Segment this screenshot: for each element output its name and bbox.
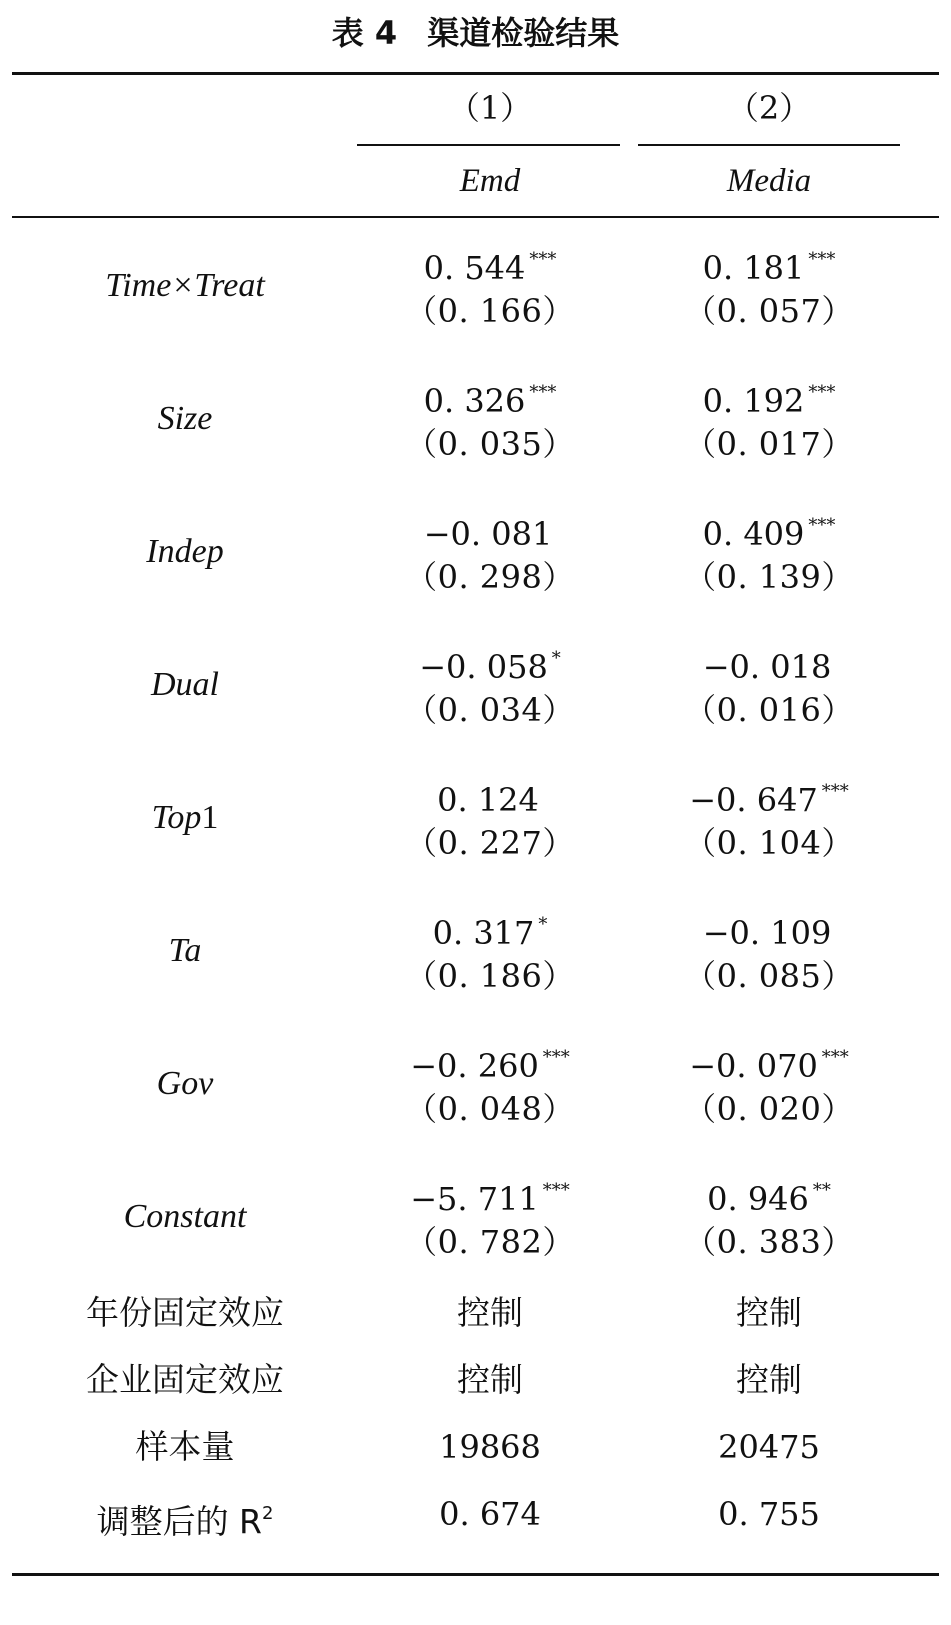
se-cell: （0. 020） (684, 1090, 854, 1128)
row-label-year-fe: 年份固定效应 (86, 1293, 284, 1332)
coef-cell: 0. 409 *** (702, 515, 836, 553)
column-index-2: （2） (726, 89, 812, 127)
column-name-media: Media (726, 163, 812, 199)
row-label-ta: Ta (168, 932, 202, 969)
row-label-adj-r2: 调整后的 $R^2$ (96, 1502, 274, 1541)
firm-fe-value-1: 控制 (457, 1360, 523, 1399)
coef-cell: −0. 260 *** (410, 1047, 570, 1085)
se-cell: （0. 383） (684, 1223, 854, 1261)
year-fe-value-1: 控制 (457, 1293, 523, 1332)
bottom-rule (12, 1573, 939, 1576)
se-cell: （0. 017） (684, 425, 854, 463)
firm-fe-value-2: 控制 (736, 1360, 802, 1399)
se-cell: （0. 186） (405, 957, 575, 995)
table-title-text: 渠道检验结果 (427, 14, 620, 52)
column-rule-1 (357, 144, 620, 146)
sample-size-value-1: 19868 (439, 1428, 541, 1466)
coef-cell: −0. 081 (423, 515, 553, 553)
se-cell: （0. 035） (405, 425, 575, 463)
row-label-constant: Constant (123, 1198, 247, 1235)
header-rule (12, 216, 939, 218)
row-label-gov: Gov (156, 1065, 214, 1102)
row-label-dual: Dual (151, 666, 219, 703)
row-label-firm-fe: 企业固定效应 (86, 1360, 284, 1399)
coef-cell: 0. 192 *** (702, 382, 836, 420)
year-fe-value-2: 控制 (736, 1293, 802, 1332)
se-cell: （0. 034） (405, 691, 575, 729)
column-name-emd: Emd (459, 163, 521, 199)
row-label-indep: Indep (146, 533, 224, 570)
coef-cell: −0. 018 (702, 648, 832, 686)
coef-cell: 0. 544 *** (423, 249, 557, 287)
coef-cell: −0. 058 * (419, 648, 561, 686)
se-cell: （0. 298） (405, 558, 575, 596)
adj-r2-value-1: 0. 674 (439, 1495, 541, 1533)
coef-cell: −0. 109 (702, 914, 832, 952)
se-cell: （0. 104） (684, 824, 854, 862)
column-index-1: （1） (447, 89, 533, 127)
coef-cell: 0. 946 ** (707, 1180, 831, 1218)
coef-cell: −5. 711 *** (410, 1180, 570, 1218)
coef-cell: 0. 124 (437, 781, 539, 819)
coef-cell: 0. 181 *** (702, 249, 836, 287)
se-cell: （0. 016） (684, 691, 854, 729)
se-cell: （0. 139） (684, 558, 854, 596)
se-cell: （0. 166） (405, 292, 575, 330)
row-label-sample-size: 样本量 (135, 1427, 235, 1466)
column-rule-2 (638, 144, 900, 146)
se-cell: （0. 057） (684, 292, 854, 330)
table-title (0, 8, 951, 58)
coef-cell: −0. 070 *** (689, 1047, 849, 1085)
coef-cell: −0. 647 *** (689, 781, 849, 819)
adj-r2-value-2: 0. 755 (718, 1495, 820, 1533)
se-cell: （0. 782） (405, 1223, 575, 1261)
row-label-size: Size (157, 400, 213, 437)
row-label-time-treat: Time×Treat (105, 267, 265, 304)
sample-size-value-2: 20475 (718, 1428, 820, 1466)
se-cell: （0. 085） (684, 957, 854, 995)
se-cell: （0. 227） (405, 824, 575, 862)
row-label-top1: Top1 (151, 799, 219, 836)
coef-cell: 0. 326 *** (423, 382, 557, 420)
table-number: 表 4 (331, 14, 398, 52)
coef-cell: 0. 317 * (432, 914, 548, 952)
top-rule (12, 72, 939, 75)
se-cell: （0. 048） (405, 1090, 575, 1128)
